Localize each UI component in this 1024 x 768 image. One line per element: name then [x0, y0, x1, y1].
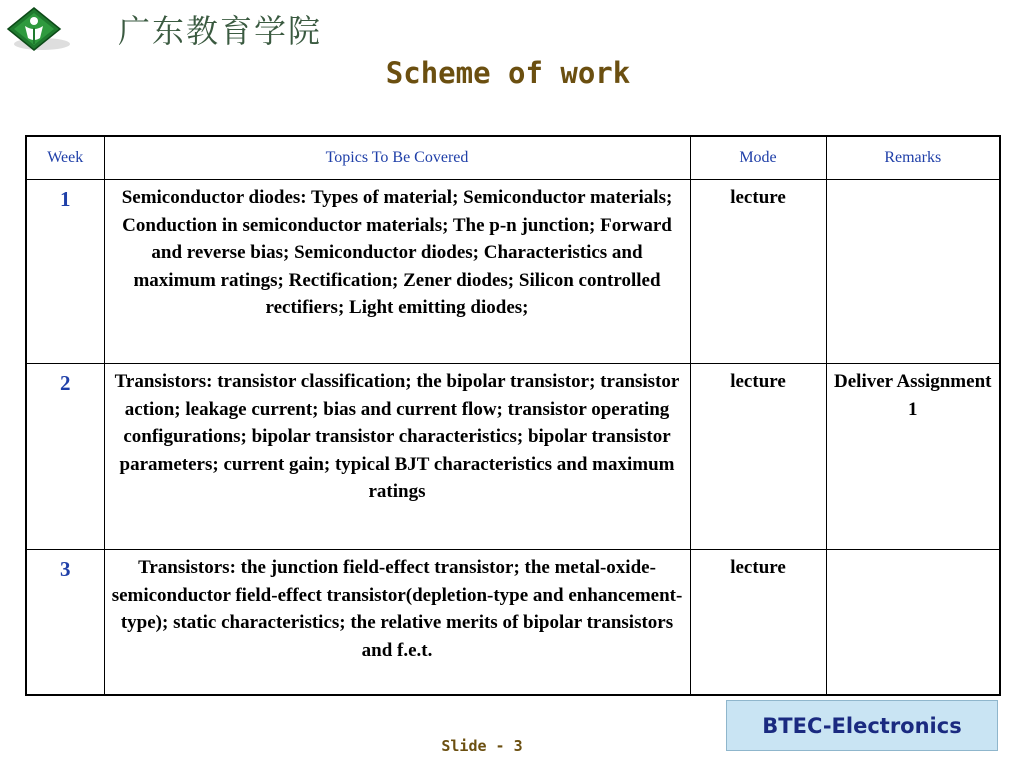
college-name: 广东教育学院: [118, 12, 323, 50]
course-name-box: BTEC-Electronics: [726, 700, 998, 751]
slide-title: Scheme of work: [385, 56, 631, 90]
mode-cell: lecture: [690, 550, 826, 696]
week-cell: 1: [26, 180, 104, 364]
week-cell: 3: [26, 550, 104, 696]
column-header-remarks: Remarks: [826, 136, 1000, 180]
remarks-cell: [826, 180, 1000, 364]
mode-cell: lecture: [690, 364, 826, 550]
remarks-cell: Deliver Assignment 1: [826, 364, 1000, 550]
table-header-row: [26, 136, 1000, 180]
column-header-week: Week: [26, 136, 104, 180]
slide-number: Slide - 3: [441, 737, 523, 755]
table-row: [26, 180, 1000, 364]
scheme-table: [25, 135, 1001, 696]
remarks-cell: [826, 550, 1000, 696]
topics-cell: Transistors: transistor classification; the bipolar transistor; transistor action; leakage current; bias and current flow; transistor operating configurations; bipolar transistor characteristics; bipolar transistor parameters; current gain; typical BJT characteristics and maximum ratings: [104, 364, 690, 550]
column-header-topics: Topics To Be Covered: [104, 136, 690, 180]
week-cell: 2: [26, 364, 104, 550]
table-row: [26, 550, 1000, 696]
college-logo-icon: [2, 4, 72, 54]
table-row: [26, 364, 1000, 550]
mode-cell: lecture: [690, 180, 826, 364]
topics-cell: Transistors: the junction field-effect transistor; the metal-oxide-semiconductor field-effect transistor(depletion-type and enhancement-type); static characteristics; the relative merits of bipolar transistors and f.e.t.: [104, 550, 690, 696]
column-header-mode: Mode: [690, 136, 826, 180]
topics-cell: Semiconductor diodes: Types of material; Semiconductor materials; Conduction in semiconductor materials; The p-n junction; Forward and reverse bias; Semiconductor diodes; Characteristics and maximum ratings; Rectification; Zener diodes; Silicon controlled rectifiers; Light emitting diodes;: [104, 180, 690, 364]
